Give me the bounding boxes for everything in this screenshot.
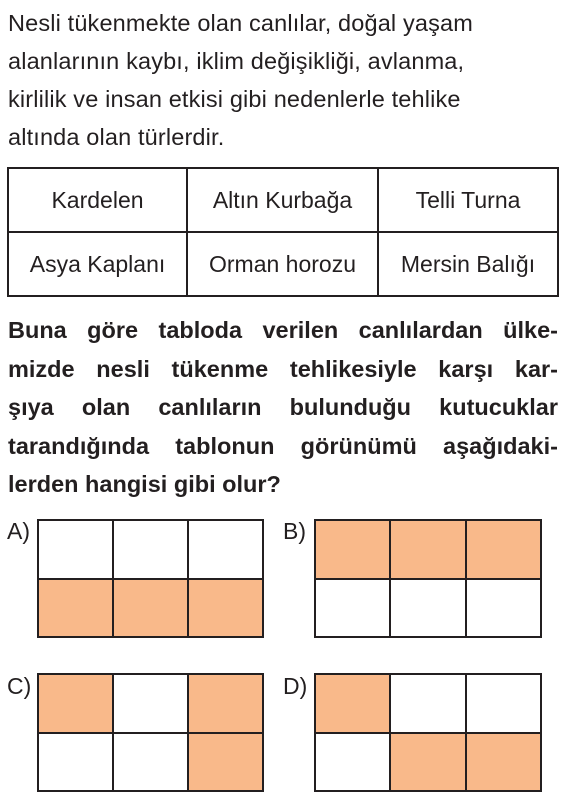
table-row: [8, 168, 558, 232]
shaded-cell: [39, 675, 114, 734]
shaded-cell: [189, 580, 264, 639]
table-cell: Orman horozu: [187, 232, 378, 296]
shaded-cell: [189, 734, 264, 793]
shaded-cell: [316, 675, 391, 734]
empty-cell: [467, 675, 542, 734]
intro-line: alanlarının kaybı, iklim değişikliği, avlanma,: [8, 48, 465, 74]
option-grid: [314, 519, 542, 638]
empty-cell: [114, 521, 189, 580]
shaded-cell: [467, 521, 542, 580]
table-cell: Kardelen: [8, 168, 187, 232]
shaded-cell: [391, 734, 466, 793]
empty-cell: [189, 521, 264, 580]
question-line: mizde nesli tükenme tehlikesiyle karşı kar-: [8, 355, 558, 382]
shaded-cell: [189, 675, 264, 734]
table-cell: Altın Kurbağa: [187, 168, 378, 232]
shaded-cell: [467, 734, 542, 793]
intro-paragraph: [8, 4, 558, 156]
shaded-cell: [114, 580, 189, 639]
empty-cell: [316, 734, 391, 793]
intro-line: altında olan türlerdir.: [8, 124, 225, 150]
empty-cell: [391, 675, 466, 734]
option-label: B): [283, 518, 306, 544]
table-cell: Mersin Balığı: [378, 232, 558, 296]
table-cell: Asya Kaplanı: [8, 232, 187, 296]
empty-cell: [467, 580, 542, 639]
option-grid: [314, 673, 542, 792]
question-line: lerden hangisi gibi olur?: [8, 471, 281, 497]
option-label: D): [283, 673, 308, 699]
table-cell: Telli Turna: [378, 168, 558, 232]
question-line: şıya olan canlıların bulunduğu kutucuklar: [8, 394, 558, 420]
empty-cell: [391, 580, 466, 639]
option-label: C): [7, 673, 32, 699]
shaded-cell: [316, 521, 391, 580]
question-line: Buna göre tabloda verilen canlılardan ülke-: [8, 317, 558, 343]
empty-cell: [39, 734, 114, 793]
option-grid: [37, 673, 264, 792]
shaded-cell: [39, 580, 114, 639]
intro-line: Nesli tükenmekte olan canlılar, doğal yaşam: [8, 10, 473, 36]
empty-cell: [316, 580, 391, 639]
empty-cell: [114, 675, 189, 734]
question-line: tarandığında tablonun görünümü aşağıdaki-: [8, 432, 558, 459]
option-label: A): [7, 518, 30, 544]
table-row: [8, 232, 558, 296]
intro-line: kirlilik ve insan etkisi gibi nedenlerle tehlike: [8, 86, 461, 112]
shaded-cell: [391, 521, 466, 580]
empty-cell: [39, 521, 114, 580]
option-grid: [37, 519, 264, 638]
question-text: [8, 311, 558, 504]
species-table: [7, 167, 559, 297]
empty-cell: [114, 734, 189, 793]
